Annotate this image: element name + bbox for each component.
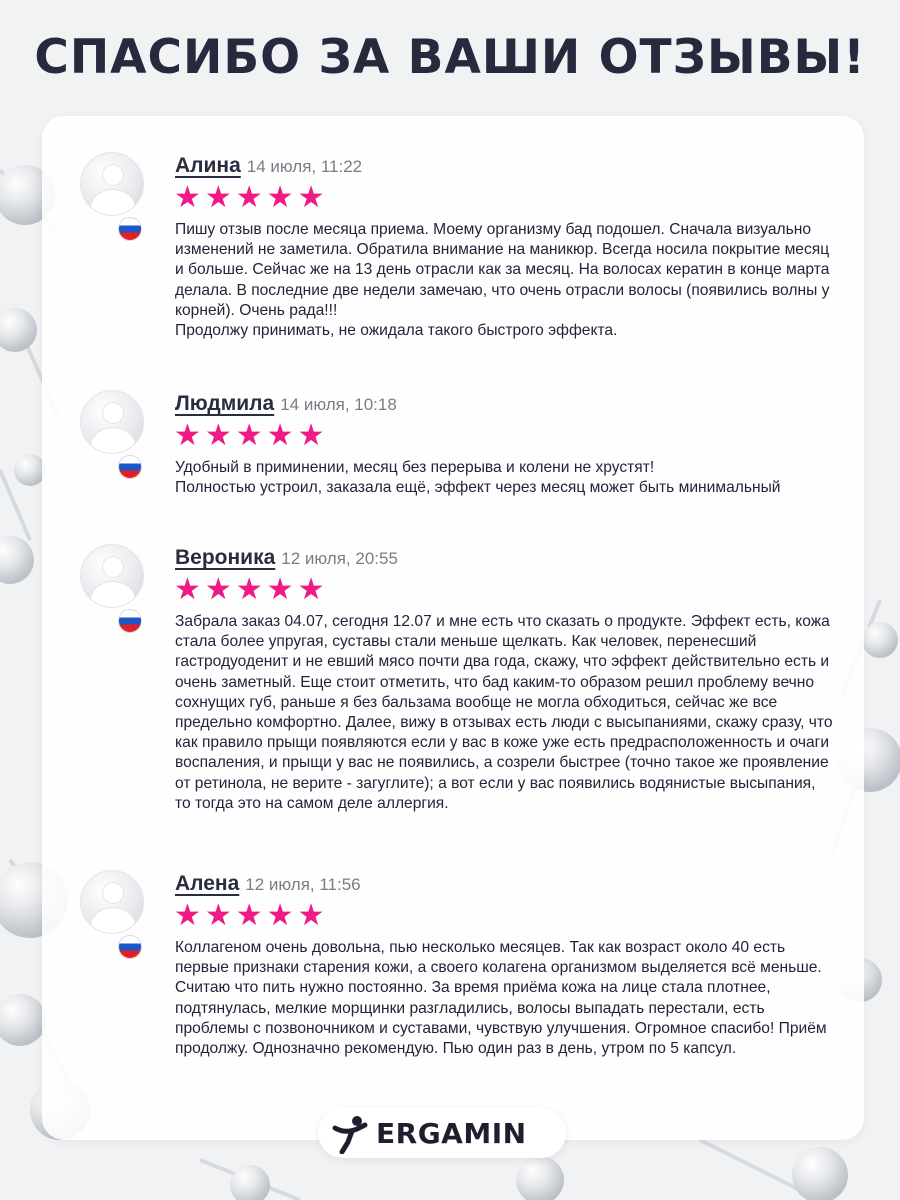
- review-text: Удобный в приминении, месяц без перерыва и колени не хрустят! Полностью устроил, заказала ещё, эффект через месяц может быть минимальный: [175, 459, 781, 497]
- brand-name: ERGAMIN: [376, 1117, 527, 1150]
- user-avatar-icon: [80, 870, 144, 934]
- review-date: 12 июля, 11:56: [245, 875, 361, 894]
- star-rating: ★★★★★: [174, 181, 329, 214]
- review-author: Алена: [175, 872, 240, 895]
- review-author: Вероника: [175, 546, 276, 569]
- review-header: [175, 546, 398, 570]
- russia-flag-icon: [119, 456, 141, 478]
- review-header: [175, 872, 361, 896]
- review-date: 14 июля, 11:22: [246, 157, 363, 176]
- review-date: 12 июля, 20:55: [281, 549, 398, 568]
- star-rating: ★★★★★: [174, 419, 329, 452]
- review-author: Людмила: [175, 392, 275, 415]
- reviews-card: [42, 116, 864, 1140]
- running-figure-icon: [330, 1114, 370, 1154]
- review-author: Алина: [175, 154, 241, 177]
- review-date: 14 июля, 10:18: [280, 395, 397, 414]
- page-title: СПАСИБО ЗА ВАШИ ОТЗЫВЫ!: [34, 30, 866, 85]
- russia-flag-icon: [119, 610, 141, 632]
- review-text: Пишу отзыв после месяца приема. Моему организму бад подошел. Сначала визуально изменений не заметила. Обратила внимание на маникюр. Всегда носила покрытие месяц и больше. Сейчас же на 13 день отрасли как за месяц. На волосах кератин в конце марта делала. В последние две недели замечаю, что очень отрасли волосы (появились волны у корней). Очень рада!!! Продолжу принимать, не ожидала такого быстрого эффекта.: [175, 221, 830, 340]
- review-header: [175, 154, 362, 178]
- review-header: [175, 392, 397, 416]
- review-text: Коллагеном очень довольна, пью несколько месяцев. Так как возраст около 40 есть первые признаки старения кожи, а своего колагена организмом выделяется всё меньше. Считаю что пить нужно постоянно. За время приёма кожа на лице стала плотнее, подтянулась, мелкие морщинки разгладились, волосы выпадать перестали, есть проблемы с позвоночником и суставами, чувствую улучшения. Огромное спасибо! Приём продолжу. Однозначно рекомендую. Пью один раз в день, утром по 5 капсул.: [175, 939, 827, 1058]
- user-avatar-icon: [80, 390, 144, 454]
- user-avatar-icon: [80, 544, 144, 608]
- user-avatar-icon: [80, 152, 144, 216]
- star-rating: ★★★★★: [174, 899, 329, 932]
- star-rating: ★★★★★: [174, 573, 329, 606]
- russia-flag-icon: [119, 218, 141, 240]
- review-text: Забрала заказ 04.07, сегодня 12.07 и мне есть что сказать о продукте. Эффект есть, кожа стала более упругая, суставы стали меньше щелкать. Как человек, перенесший гастродуоденит и не евший мясо почти два года, скажу, что эффект действительно есть и очень заметный. Еще стоит отметить, что бад каким-то образом решил проблему вечно сохнущих губ, раньше я без бальзама вообще не могла обходиться, сейчас же все предельно комфортно. Далее, вижу в отзывах есть люди с высыпаниями, скажу сразу, что как правило прыщи появляются если у вас в коже уже есть предрасположенность и очаги воспаления, и прыщи у вас не появились, а созрели быстрее (точно такое же проявление от ретинола, не верите - загуглите); а вот если у вас появились водянистые высыпания, то тогда это на самом деле аллергия.: [175, 613, 833, 812]
- russia-flag-icon: [119, 936, 141, 958]
- brand-logo: [318, 1108, 566, 1158]
